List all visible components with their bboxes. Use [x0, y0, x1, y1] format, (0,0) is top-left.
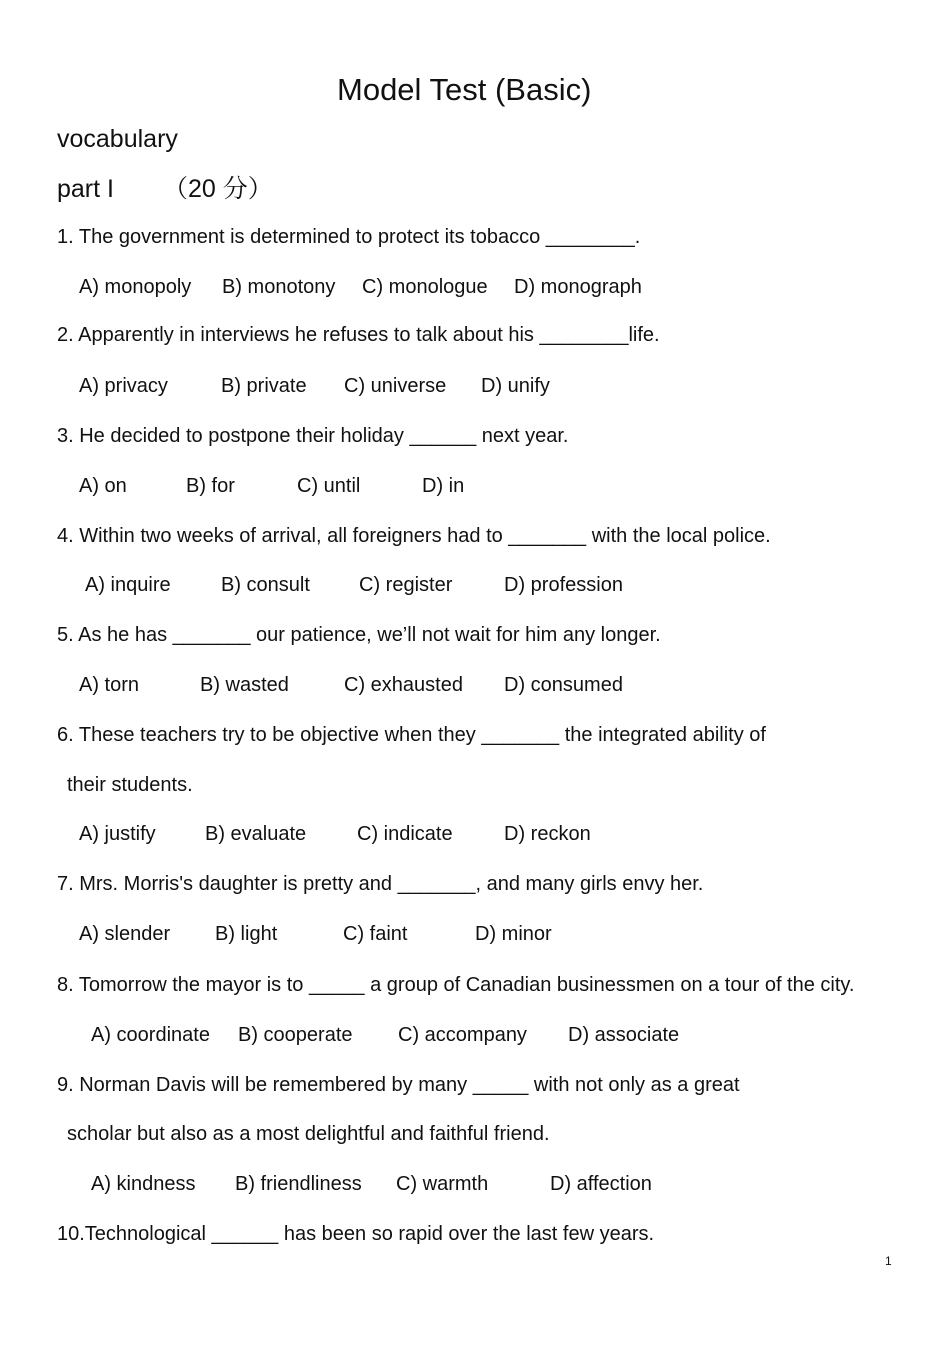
option: B) friendliness: [235, 1173, 362, 1195]
option: D) associate: [568, 1024, 680, 1046]
option: A) monopoly: [79, 276, 192, 298]
option: D) monograph: [514, 276, 642, 298]
option: D) reckon: [504, 823, 591, 845]
option: B) consult: [221, 574, 310, 596]
option: C) faint: [343, 923, 408, 945]
question-text: 1. The government is determined to protect its tobacco ________.: [57, 226, 641, 248]
question-text: 10.Technological ______ has been so rapid over the last few years.: [57, 1223, 655, 1245]
question-text: 9. Norman Davis will be remembered by many _____ with not only as a great: [57, 1074, 740, 1096]
question-text: 7. Mrs. Morris's daughter is pretty and _______, and many girls envy her.: [57, 873, 704, 895]
option: C) exhausted: [344, 674, 463, 696]
option: B) wasted: [200, 674, 289, 696]
question-text: 4. Within two weeks of arrival, all foreigners had to _______ with the local police.: [57, 525, 771, 547]
option: B) private: [221, 375, 307, 397]
question-text: 5. As he has _______ our patience, we’ll not wait for him any longer.: [57, 624, 661, 646]
part-score: （20 分）: [163, 175, 273, 203]
option: D) minor: [475, 923, 552, 945]
option: B) evaluate: [205, 823, 307, 845]
option: A) privacy: [79, 375, 168, 397]
section-heading: vocabulary: [57, 125, 178, 153]
question-text: 6. These teachers try to be objective when they _______ the integrated ability of: [57, 724, 766, 746]
part-label: part I: [57, 175, 114, 203]
option: A) coordinate: [91, 1024, 210, 1046]
option: A) justify: [79, 823, 156, 845]
option: D) in: [422, 475, 465, 497]
question-text: 2. Apparently in interviews he refuses to talk about his ________life.: [57, 324, 660, 346]
option: D) unify: [481, 375, 550, 397]
option: C) accompany: [398, 1024, 527, 1046]
option: B) cooperate: [238, 1024, 353, 1046]
option: A) torn: [79, 674, 140, 696]
question-text: 8. Tomorrow the mayor is to _____ a group of Canadian businessmen on a tour of the city.: [57, 974, 855, 996]
option: C) universe: [344, 375, 447, 397]
page-number: 1: [885, 1254, 892, 1268]
option: D) profession: [504, 574, 623, 596]
option: A) inquire: [85, 574, 171, 596]
option: C) indicate: [357, 823, 453, 845]
option: C) register: [359, 574, 453, 596]
option: D) affection: [550, 1173, 652, 1195]
page-title: Model Test (Basic): [337, 72, 592, 107]
option: A) slender: [79, 923, 171, 945]
option: C) warmth: [396, 1173, 489, 1195]
option: A) kindness: [91, 1173, 196, 1195]
option: B) light: [215, 923, 278, 945]
question-text-continued: their students.: [67, 774, 193, 796]
option: C) monologue: [362, 276, 488, 298]
option: B) monotony: [222, 276, 336, 298]
option: B) for: [186, 475, 235, 497]
question-text-continued: scholar but also as a most delightful and faithful friend.: [67, 1123, 550, 1145]
option: A) on: [79, 475, 127, 497]
option: C) until: [297, 475, 361, 497]
question-text: 3. He decided to postpone their holiday ______ next year.: [57, 425, 569, 447]
option: D) consumed: [504, 674, 623, 696]
